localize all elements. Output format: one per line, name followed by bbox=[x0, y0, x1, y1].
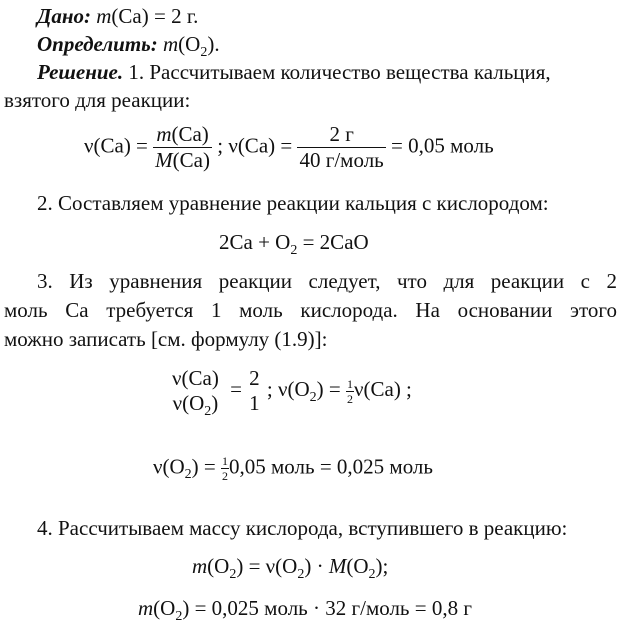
eq4-mid: ) = ν(O bbox=[236, 554, 298, 578]
eq2-mid-close: ) = bbox=[316, 376, 341, 401]
eq3-close: ) = bbox=[191, 454, 216, 479]
eq2-ratio-fraction bbox=[170, 366, 221, 419]
eq4-close: ); bbox=[375, 554, 389, 578]
solution-line-1 bbox=[37, 62, 551, 83]
solution-label: Решение. bbox=[37, 60, 124, 84]
eq5-open: (O bbox=[153, 596, 176, 620]
eq1-den-var: M bbox=[155, 148, 173, 172]
given-mass-symbol: m bbox=[96, 4, 112, 28]
eq5-m: m bbox=[138, 596, 154, 620]
eq2-half-den: 2 bbox=[347, 391, 353, 406]
step3-line-2: моль Ca требуется 1 моль кислорода. На основании этого bbox=[4, 298, 617, 322]
eq4-dot: ) · bbox=[304, 554, 329, 578]
equation-oxygen-moles bbox=[153, 455, 433, 482]
eq1-result: = 0,05 моль bbox=[391, 133, 494, 158]
eq5-sub: 2 bbox=[175, 609, 183, 624]
reaction-equation bbox=[219, 230, 369, 258]
find-open: (O bbox=[178, 32, 201, 56]
find-mass-symbol: m bbox=[163, 32, 179, 56]
find-close: ). bbox=[207, 32, 220, 56]
eq3-sub: 2 bbox=[184, 467, 192, 483]
eq2-mid-open: ; ν(O bbox=[266, 376, 310, 401]
find-line bbox=[37, 32, 220, 60]
eq4-sub: 2 bbox=[229, 567, 237, 582]
eq3-half-num: 1 bbox=[222, 454, 228, 468]
eq3-half-den: 2 bbox=[222, 469, 228, 483]
find-label: Определить: bbox=[37, 32, 158, 56]
eq5-rest: ) = 0,025 моль · 32 г/моль = 0,8 г bbox=[182, 596, 472, 620]
eq2-frac-den-sub: 2 bbox=[204, 404, 212, 419]
eq1-fraction-values bbox=[297, 124, 385, 171]
eq2-half-fraction bbox=[346, 378, 354, 405]
eq1-frac2-den: 40 г/моль bbox=[299, 148, 384, 172]
eq2-frac-den-close: ) bbox=[211, 391, 219, 415]
eq2-frac-num: ν(Ca) bbox=[172, 366, 219, 390]
eq4-m: m bbox=[192, 554, 208, 578]
eq2-half-num: 1 bbox=[347, 376, 353, 391]
eq1-num: (Ca) bbox=[171, 122, 209, 146]
reaction-right: = 2CaO bbox=[297, 230, 369, 254]
reaction-subscript: 2 bbox=[290, 243, 298, 258]
eq2-ratio-equals: = bbox=[230, 376, 242, 401]
reaction-left: 2Ca + O bbox=[219, 230, 291, 254]
step1-first-line: 1. Рассчитываем количество вещества кальция, bbox=[123, 60, 551, 84]
given-line bbox=[37, 6, 198, 27]
step1-second-line: взятого для реакции: bbox=[4, 88, 191, 112]
eq4-sub2: 2 bbox=[297, 567, 305, 582]
eq1-num-var: m bbox=[156, 122, 172, 146]
find-subscript: 2 bbox=[200, 45, 208, 60]
eq4-sub3: 2 bbox=[368, 567, 376, 582]
eq3-half-fraction bbox=[221, 455, 229, 482]
eq3-open: ν(O bbox=[153, 454, 185, 479]
eq4-open: (O bbox=[207, 554, 230, 578]
given-label: Дано: bbox=[37, 4, 91, 28]
eq4-M: M bbox=[328, 554, 347, 578]
eq1-den: (Ca) bbox=[172, 148, 210, 172]
eq2-ratio-num: 2 bbox=[249, 366, 260, 390]
eq2-frac-den-open: ν(O bbox=[172, 391, 205, 415]
eq2-ratio-den: 1 bbox=[249, 391, 260, 415]
eq4-open2: (O bbox=[346, 554, 369, 578]
step2-text: 2. Составляем уравнение реакции кальция с кислородом: bbox=[37, 191, 549, 215]
equation-ratio bbox=[170, 366, 412, 419]
given-expression: (Ca) = 2 г. bbox=[111, 4, 199, 28]
step4-text: 4. Рассчитываем массу кислорода, вступившего в реакцию: bbox=[37, 516, 568, 540]
eq3-tail: 0,05 моль = 0,025 моль bbox=[229, 454, 433, 479]
step3-line-1: 3. Из уравнения реакции следует, что для реакции с 2 bbox=[37, 269, 617, 293]
eq1-lhs: ν(Ca) = bbox=[84, 133, 148, 158]
step3-line-3: можно записать [см. формулу (1.9)]: bbox=[4, 327, 328, 351]
eq2-value-fraction bbox=[247, 368, 262, 414]
eq2-tail: ν(Ca) ; bbox=[354, 376, 412, 401]
equation-mass-formula bbox=[192, 554, 389, 582]
eq1-frac2-num: 2 г bbox=[297, 124, 385, 148]
equation-mass-result bbox=[138, 596, 472, 624]
eq1-mid: ; ν(Ca) = bbox=[217, 133, 293, 158]
eq2-mid-sub: 2 bbox=[309, 389, 317, 405]
equation-moles-ca bbox=[84, 124, 494, 171]
eq1-fraction-mass-over-molar bbox=[153, 124, 212, 171]
